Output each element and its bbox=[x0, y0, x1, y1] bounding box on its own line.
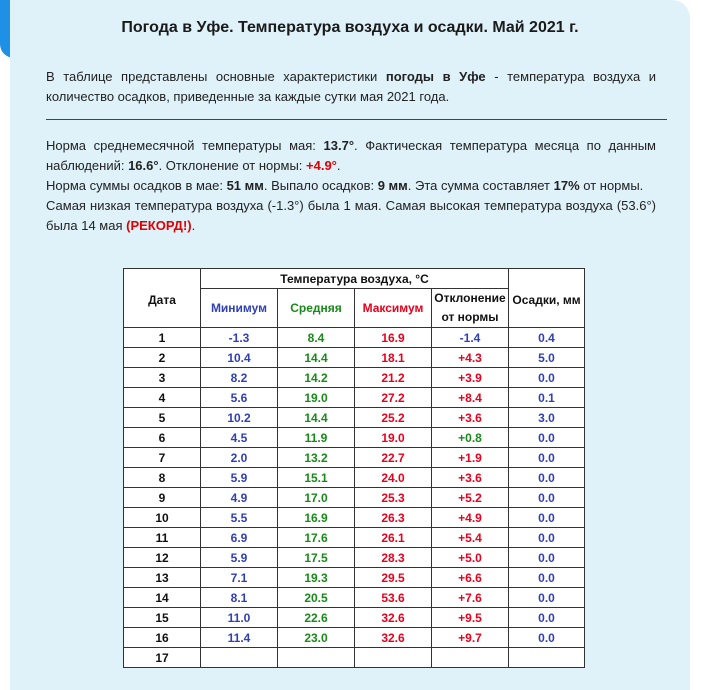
avg-cell: 20.5 bbox=[278, 588, 355, 608]
min-cell: 10.2 bbox=[201, 408, 278, 428]
table-row bbox=[124, 468, 585, 488]
max-cell: 25.3 bbox=[355, 488, 432, 508]
precip-line bbox=[46, 176, 656, 196]
min-cell: 4.9 bbox=[201, 488, 278, 508]
stats-paragraph bbox=[46, 136, 656, 236]
date-cell: 9 bbox=[124, 488, 201, 508]
table-row bbox=[124, 348, 585, 368]
deviation-cell: +0.8 bbox=[432, 428, 509, 448]
table-row bbox=[124, 488, 585, 508]
table-row bbox=[124, 608, 585, 628]
min-cell bbox=[201, 648, 278, 668]
avg-cell: 17.0 bbox=[278, 488, 355, 508]
table-row bbox=[124, 528, 585, 548]
extremes-text: Самая низкая температура воздуха (-1.3°) была 1 мая. Самая высокая температура воздуха (53.6°) была 14 мая bbox=[46, 198, 656, 233]
precip-norm-label: Норма суммы осадков в мае: bbox=[46, 178, 227, 193]
avg-cell: 13.2 bbox=[278, 448, 355, 468]
deviation-end: . bbox=[336, 158, 341, 173]
min-cell: 5.9 bbox=[201, 548, 278, 568]
avg-cell: 22.6 bbox=[278, 608, 355, 628]
avg-cell: 14.2 bbox=[278, 368, 355, 388]
precip-cell: 0.0 bbox=[509, 608, 585, 628]
table-row bbox=[124, 368, 585, 388]
deviation-cell: +9.7 bbox=[432, 628, 509, 648]
date-cell: 3 bbox=[124, 368, 201, 388]
max-cell: 26.3 bbox=[355, 508, 432, 528]
avg-cell: 14.4 bbox=[278, 408, 355, 428]
header-dev: Отклонение от нормы bbox=[432, 289, 509, 328]
min-cell: 4.5 bbox=[201, 428, 278, 448]
header-precip: Осадки, мм bbox=[509, 269, 585, 328]
min-cell: 5.6 bbox=[201, 388, 278, 408]
record-badge: (РЕКОРД!) bbox=[126, 218, 192, 233]
intro-text-pre: В таблице представлены основные характеристики bbox=[46, 69, 386, 84]
intro-text-post: - температура воздуха и количество осадков, приведенные за каждые сутки мая 2021 года. bbox=[46, 69, 656, 104]
table-row bbox=[124, 588, 585, 608]
avg-cell: 17.5 bbox=[278, 548, 355, 568]
precip-cell: 5.0 bbox=[509, 348, 585, 368]
max-cell: 28.3 bbox=[355, 548, 432, 568]
precip-cell: 0.0 bbox=[509, 588, 585, 608]
max-cell: 18.1 bbox=[355, 348, 432, 368]
max-cell bbox=[355, 648, 432, 668]
min-cell: 10.4 bbox=[201, 348, 278, 368]
max-cell: 26.1 bbox=[355, 528, 432, 548]
precip-norm-value: 51 мм bbox=[226, 178, 264, 193]
header-date: Дата bbox=[124, 269, 201, 328]
avg-cell: 19.0 bbox=[278, 388, 355, 408]
max-cell: 27.2 bbox=[355, 388, 432, 408]
max-cell: 19.0 bbox=[355, 428, 432, 448]
deviation-cell: +5.4 bbox=[432, 528, 509, 548]
avg-cell: 16.9 bbox=[278, 508, 355, 528]
header-temp-group: Температура воздуха, °С bbox=[201, 269, 509, 289]
min-cell: 7.1 bbox=[201, 568, 278, 588]
table-row bbox=[124, 568, 585, 588]
max-cell: 53.6 bbox=[355, 588, 432, 608]
precip-cell: 0.0 bbox=[509, 368, 585, 388]
actual-temp-value: 16.6° bbox=[128, 158, 159, 173]
date-cell: 5 bbox=[124, 408, 201, 428]
max-cell: 22.7 bbox=[355, 448, 432, 468]
precip-cell: 3.0 bbox=[509, 408, 585, 428]
avg-cell: 15.1 bbox=[278, 468, 355, 488]
table-row bbox=[124, 328, 585, 348]
avg-cell: 19.3 bbox=[278, 568, 355, 588]
table-row bbox=[124, 428, 585, 448]
date-cell: 4 bbox=[124, 388, 201, 408]
deviation-cell: +4.3 bbox=[432, 348, 509, 368]
deviation-cell bbox=[432, 648, 509, 668]
table-row bbox=[124, 508, 585, 528]
actual-temp-label: . Фактическая температура месяца по данным наблюдений: bbox=[46, 138, 656, 173]
precip-cell: 0.0 bbox=[509, 448, 585, 468]
avg-cell: 11.9 bbox=[278, 428, 355, 448]
max-cell: 32.6 bbox=[355, 628, 432, 648]
deviation-cell: +9.5 bbox=[432, 608, 509, 628]
norm-temp-label: Норма среднемесячной температуры мая: bbox=[46, 138, 324, 153]
date-cell: 16 bbox=[124, 628, 201, 648]
table-row bbox=[124, 548, 585, 568]
date-cell: 12 bbox=[124, 548, 201, 568]
precip-pct-label: . Эта сумма составляет bbox=[407, 178, 554, 193]
date-cell: 13 bbox=[124, 568, 201, 588]
table-row bbox=[124, 408, 585, 428]
min-cell: 5.9 bbox=[201, 468, 278, 488]
max-cell: 21.2 bbox=[355, 368, 432, 388]
header-min: Минимум bbox=[201, 289, 278, 328]
min-cell: 8.2 bbox=[201, 368, 278, 388]
precip-cell: 0.0 bbox=[509, 628, 585, 648]
deviation-cell: +3.9 bbox=[432, 368, 509, 388]
precip-fell-label: . Выпало осадков: bbox=[263, 178, 378, 193]
min-cell: 11.4 bbox=[201, 628, 278, 648]
date-cell: 2 bbox=[124, 348, 201, 368]
min-cell: -1.3 bbox=[201, 328, 278, 348]
date-cell: 7 bbox=[124, 448, 201, 468]
deviation-cell: +4.9 bbox=[432, 508, 509, 528]
deviation-cell: -1.4 bbox=[432, 328, 509, 348]
header-max: Максимум bbox=[355, 289, 432, 328]
deviation-cell: +1.9 bbox=[432, 448, 509, 468]
deviation-cell: +5.2 bbox=[432, 488, 509, 508]
deviation-cell: +3.6 bbox=[432, 468, 509, 488]
max-cell: 24.0 bbox=[355, 468, 432, 488]
precip-cell bbox=[509, 648, 585, 668]
avg-cell: 23.0 bbox=[278, 628, 355, 648]
intro-text-bold: погоды в Уфе bbox=[385, 69, 486, 84]
date-cell: 10 bbox=[124, 508, 201, 528]
max-cell: 16.9 bbox=[355, 328, 432, 348]
header-avg: Средняя bbox=[278, 289, 355, 328]
table-row bbox=[124, 448, 585, 468]
date-cell: 15 bbox=[124, 608, 201, 628]
deviation-cell: +5.0 bbox=[432, 548, 509, 568]
date-cell: 8 bbox=[124, 468, 201, 488]
min-cell: 11.0 bbox=[201, 608, 278, 628]
date-cell: 11 bbox=[124, 528, 201, 548]
precip-pct-end: от нормы. bbox=[579, 178, 644, 193]
intro-paragraph bbox=[46, 67, 656, 107]
avg-cell: 14.4 bbox=[278, 348, 355, 368]
avg-cell: 8.4 bbox=[278, 328, 355, 348]
precip-cell: 0.0 bbox=[509, 468, 585, 488]
precip-cell: 0.0 bbox=[509, 528, 585, 548]
table-row bbox=[124, 388, 585, 408]
table-body bbox=[124, 328, 585, 668]
deviation-value: +4.9° bbox=[306, 158, 337, 173]
precip-cell: 0.1 bbox=[509, 388, 585, 408]
table-row bbox=[124, 648, 585, 668]
min-cell: 5.5 bbox=[201, 508, 278, 528]
max-cell: 25.2 bbox=[355, 408, 432, 428]
date-cell: 1 bbox=[124, 328, 201, 348]
avg-cell: 17.6 bbox=[278, 528, 355, 548]
max-cell: 32.6 bbox=[355, 608, 432, 628]
precip-fell-value: 9 мм bbox=[377, 178, 408, 193]
max-cell: 29.5 bbox=[355, 568, 432, 588]
min-cell: 8.1 bbox=[201, 588, 278, 608]
table-row bbox=[124, 628, 585, 648]
min-cell: 2.0 bbox=[201, 448, 278, 468]
precip-cell: 0.0 bbox=[509, 548, 585, 568]
divider bbox=[46, 119, 667, 120]
precip-cell: 0.0 bbox=[509, 428, 585, 448]
precip-pct-value: 17% bbox=[553, 178, 580, 193]
precip-cell: 0.4 bbox=[509, 328, 585, 348]
date-cell: 6 bbox=[124, 428, 201, 448]
precip-cell: 0.0 bbox=[509, 508, 585, 528]
date-cell: 17 bbox=[124, 648, 201, 668]
deviation-label: . Отклонение от нормы: bbox=[158, 158, 307, 173]
norm-temp-value: 13.7° bbox=[323, 138, 355, 153]
deviation-cell: +7.6 bbox=[432, 588, 509, 608]
min-cell: 6.9 bbox=[201, 528, 278, 548]
precip-cell: 0.0 bbox=[509, 568, 585, 588]
weather-table bbox=[123, 268, 585, 668]
record-end: . bbox=[191, 218, 196, 233]
page-title: Погода в Уфе. Температура воздуха и осадки. Май 2021 г. bbox=[121, 19, 579, 36]
deviation-cell: +3.6 bbox=[432, 408, 509, 428]
deviation-cell: +8.4 bbox=[432, 388, 509, 408]
precip-cell: 0.0 bbox=[509, 488, 585, 508]
avg-cell bbox=[278, 648, 355, 668]
deviation-cell: +6.6 bbox=[432, 568, 509, 588]
date-cell: 14 bbox=[124, 588, 201, 608]
